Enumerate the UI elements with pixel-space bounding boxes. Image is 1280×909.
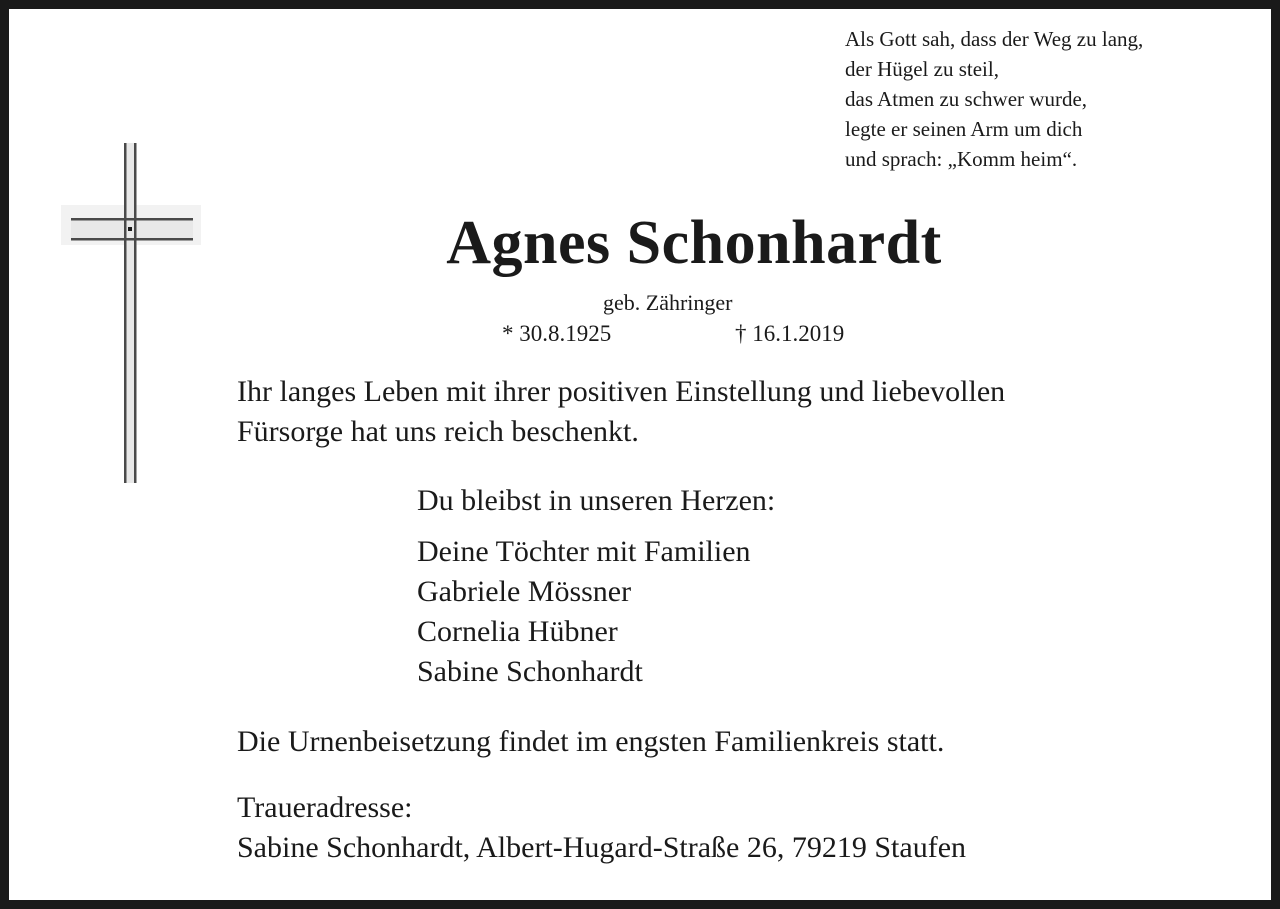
address-label: Traueradresse: (237, 791, 413, 824)
deceased-name: Agnes Schonhardt (446, 209, 942, 277)
cross-icon (61, 143, 201, 483)
poem-line: das Atmen zu schwer wurde, (845, 87, 1088, 111)
poem-line: der Hügel zu steil, (845, 57, 999, 81)
intro-line: Ihr langes Leben mit ihrer positiven Einstellung und liebevollen (237, 375, 1006, 408)
intro-line: Fürsorge hat uns reich beschenkt. (237, 415, 639, 448)
death-date: † 16.1.2019 (735, 321, 845, 346)
intro-text (237, 372, 1005, 452)
address-line: Sabine Schonhardt, Albert-Hugard-Straße 26, 79219 Staufen (237, 831, 967, 864)
family-line: Gabriele Mössner (417, 575, 632, 608)
family-list (417, 532, 751, 692)
ceremony-note: Die Urnenbeisetzung findet im engsten Familienkreis statt. (237, 725, 945, 758)
family-line: Cornelia Hübner (417, 615, 618, 648)
mourning-address (237, 788, 966, 868)
poem-line: Als Gott sah, dass der Weg zu lang, (845, 27, 1144, 51)
family-line: Deine Töchter mit Familien (417, 535, 751, 568)
poem (845, 24, 1143, 174)
poem-line: legte er seinen Arm um dich (845, 117, 1083, 141)
birth-name: geb. Zähringer (603, 290, 733, 315)
family-line: Sabine Schonhardt (417, 655, 643, 688)
poem-line: und sprach: „Komm heim“. (845, 147, 1078, 171)
birth-date: * 30.8.1925 (502, 321, 612, 346)
farewell-line: Du bleibst in unseren Herzen: (417, 484, 776, 517)
